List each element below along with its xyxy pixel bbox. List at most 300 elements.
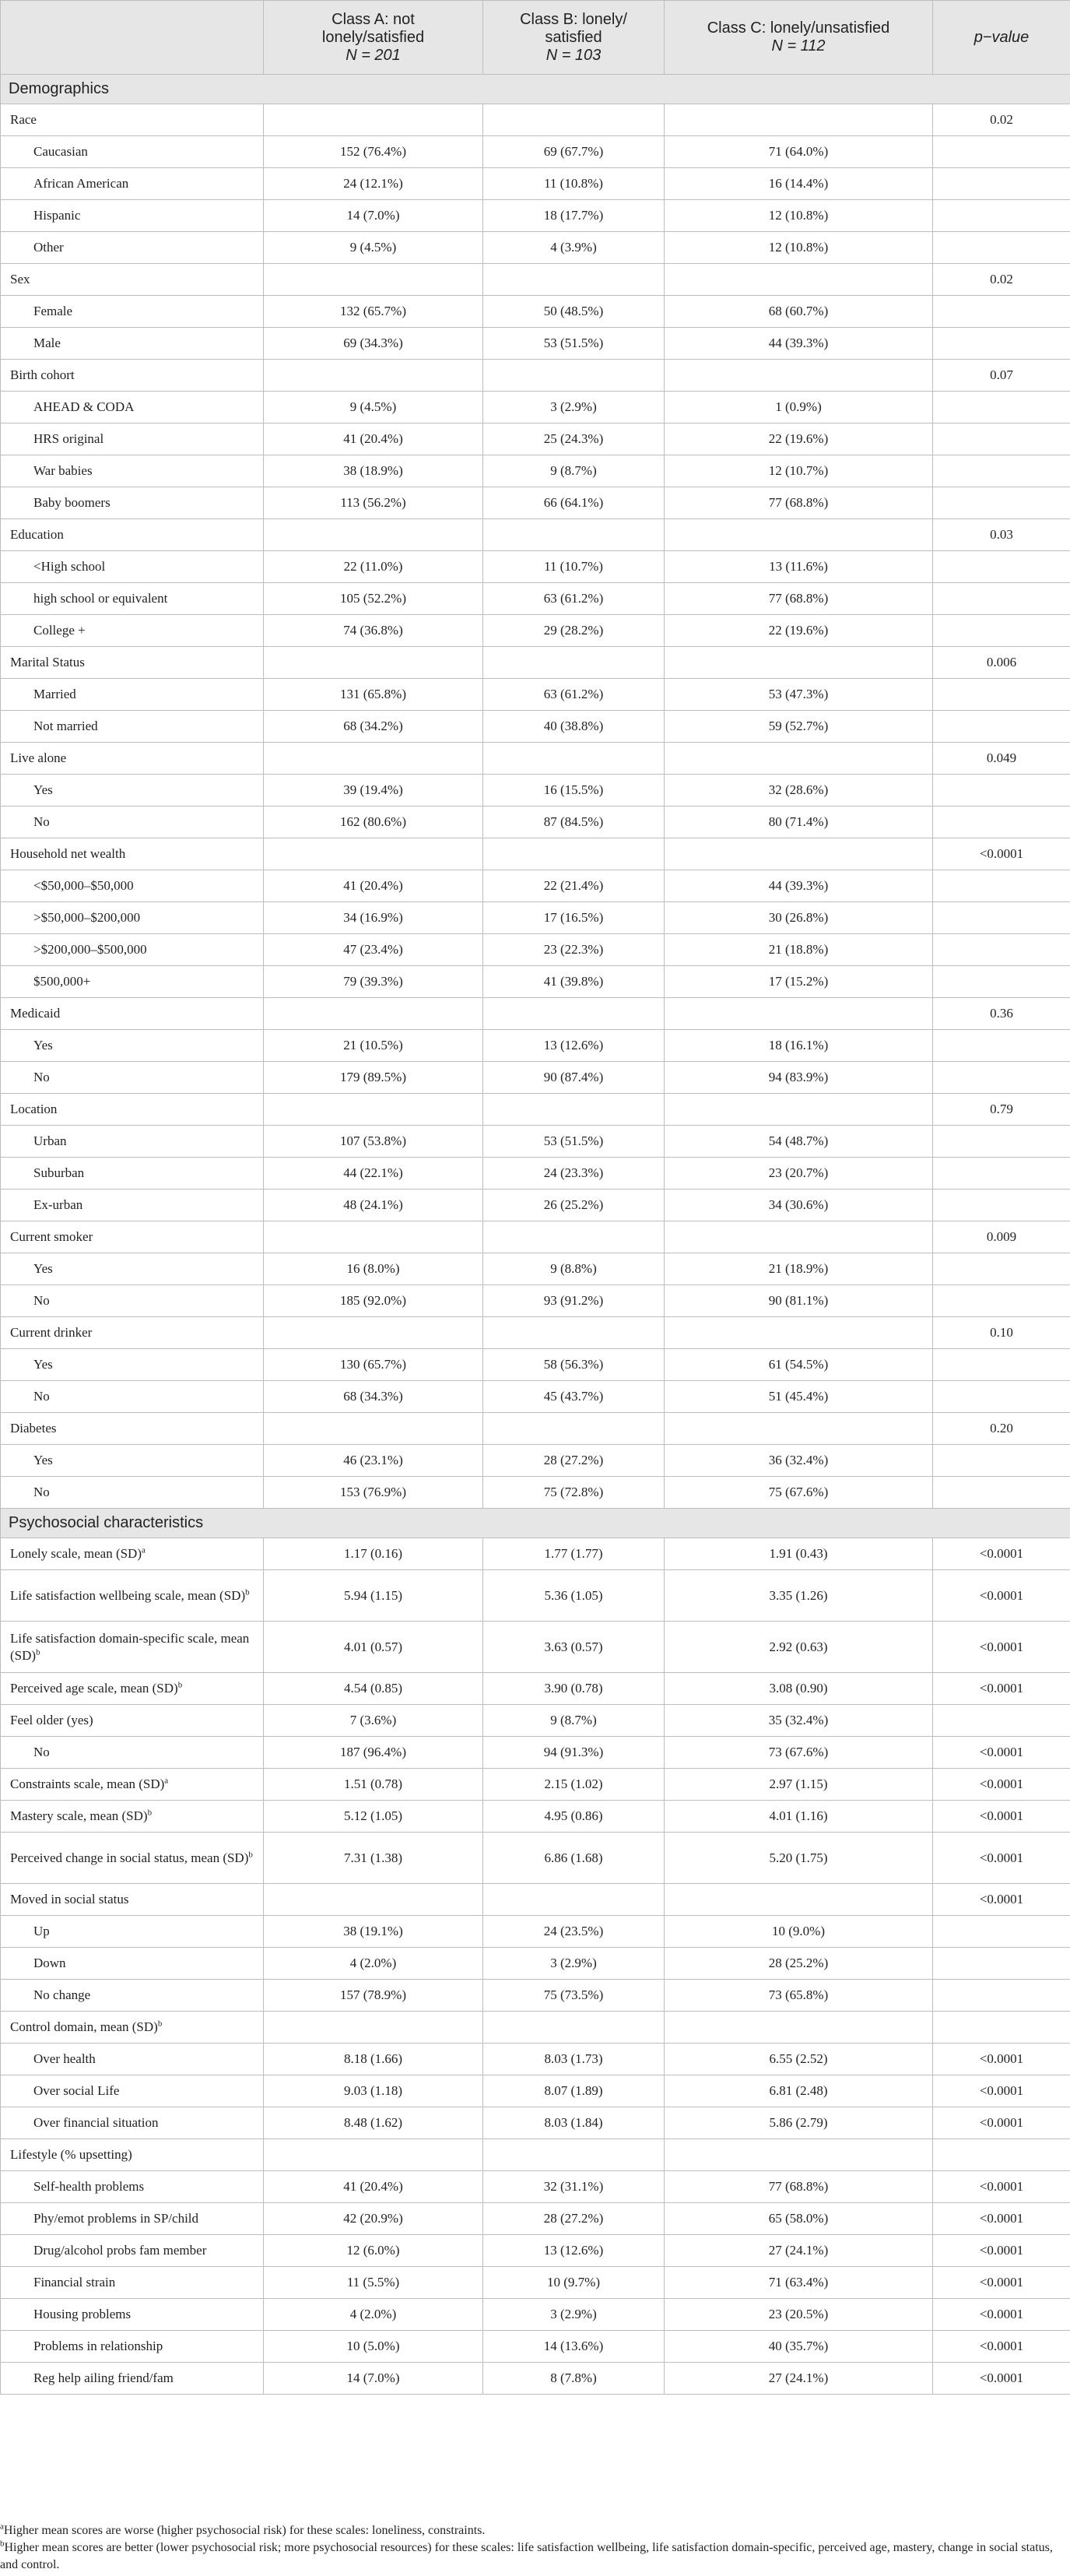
row-label — [1, 1705, 264, 1737]
row-label — [1, 360, 264, 392]
row-label-text: Other — [33, 240, 64, 255]
row-label-text: Perceived age scale, mean (SD) — [10, 1681, 178, 1696]
table-row — [1, 1285, 1070, 1317]
cell-class-a: 41 (20.4%) — [264, 2171, 483, 2203]
row-label-text: Baby boomers — [33, 495, 111, 510]
cell-class-a: 74 (36.8%) — [264, 615, 483, 647]
cell-class-c: 44 (39.3%) — [665, 328, 933, 360]
cell-p-value — [933, 1948, 1070, 1980]
row-label — [1, 1980, 264, 2012]
row-label-text: Sex — [10, 272, 30, 286]
cell-class-a — [264, 360, 483, 392]
row-label — [1, 2107, 264, 2139]
cell-class-c: 77 (68.8%) — [665, 487, 933, 519]
row-label-text: Yes — [33, 1261, 53, 1276]
cell-class-b — [483, 743, 665, 775]
cell-class-b — [483, 2012, 665, 2044]
header-p-value: p−value — [933, 1, 1070, 75]
table-row — [1, 200, 1070, 232]
row-label-text: Mastery scale, mean (SD) — [10, 1808, 148, 1823]
table-row — [1, 2267, 1070, 2299]
row-label-text: Female — [33, 304, 73, 318]
cell-class-c: 40 (35.7%) — [665, 2331, 933, 2363]
table-row — [1, 2331, 1070, 2363]
table-row — [1, 679, 1070, 711]
row-label-text: Life satisfaction wellbeing scale, mean (SD) — [10, 1587, 246, 1603]
cell-p-value — [933, 870, 1070, 902]
header-class-c-n: N = 112 — [771, 37, 826, 54]
row-label-text: Control domain, mean (SD) — [10, 2019, 158, 2034]
cell-class-a: 48 (24.1%) — [264, 1190, 483, 1221]
cell-class-a — [264, 743, 483, 775]
row-label — [1, 2012, 264, 2044]
cell-p-value: <0.0001 — [933, 2235, 1070, 2267]
row-label — [1, 1477, 264, 1509]
cell-p-value: 0.02 — [933, 104, 1070, 136]
footnote-marker: a — [142, 1545, 146, 1555]
cell-p-value: 0.03 — [933, 519, 1070, 551]
table-row — [1, 2299, 1070, 2331]
row-label-text: Race — [10, 112, 37, 127]
row-label — [1, 583, 264, 615]
cell-p-value: <0.0001 — [933, 1570, 1070, 1622]
cell-p-value: <0.0001 — [933, 1737, 1070, 1769]
row-label-text: Constraints scale, mean (SD) — [10, 1776, 165, 1791]
cell-class-a — [264, 264, 483, 296]
cell-class-b: 3.90 (0.78) — [483, 1673, 665, 1705]
row-label — [1, 1158, 264, 1190]
row-label — [1, 1381, 264, 1413]
cell-class-a: 41 (20.4%) — [264, 423, 483, 455]
cell-class-a: 152 (76.4%) — [264, 136, 483, 168]
row-label — [1, 487, 264, 519]
table-row — [1, 2363, 1070, 2395]
cell-class-c: 51 (45.4%) — [665, 1381, 933, 1413]
cell-class-c: 2.97 (1.15) — [665, 1769, 933, 1801]
row-label-text: >$50,000–$200,000 — [33, 910, 141, 925]
cell-class-b: 17 (16.5%) — [483, 902, 665, 934]
cell-p-value: 0.36 — [933, 998, 1070, 1030]
cell-p-value — [933, 1381, 1070, 1413]
table-row — [1, 2044, 1070, 2075]
cell-p-value — [933, 136, 1070, 168]
cell-class-c — [665, 264, 933, 296]
row-label — [1, 743, 264, 775]
table-row — [1, 1062, 1070, 1094]
cell-class-b: 93 (91.2%) — [483, 1285, 665, 1317]
cell-class-b: 14 (13.6%) — [483, 2331, 665, 2363]
row-label — [1, 998, 264, 1030]
cell-class-a: 162 (80.6%) — [264, 807, 483, 838]
cell-class-a: 41 (20.4%) — [264, 870, 483, 902]
row-label — [1, 1769, 264, 1801]
table-row — [1, 487, 1070, 519]
row-label — [1, 1253, 264, 1285]
cell-class-b: 75 (73.5%) — [483, 1980, 665, 2012]
cell-class-c: 5.20 (1.75) — [665, 1833, 933, 1884]
cell-p-value: <0.0001 — [933, 1801, 1070, 1833]
cell-class-b: 4 (3.9%) — [483, 232, 665, 264]
table-row — [1, 1737, 1070, 1769]
row-label-text: No — [33, 1293, 50, 1308]
row-label-text: high school or equivalent — [33, 591, 168, 606]
row-label-text: AHEAD & CODA — [33, 399, 135, 414]
cell-class-b: 63 (61.2%) — [483, 679, 665, 711]
table-row — [1, 1801, 1070, 1833]
cell-p-value: <0.0001 — [933, 1622, 1070, 1673]
row-label-text: Marital Status — [10, 655, 85, 669]
cell-class-b: 32 (31.1%) — [483, 2171, 665, 2203]
cell-class-c: 90 (81.1%) — [665, 1285, 933, 1317]
cell-class-c: 10 (9.0%) — [665, 1916, 933, 1948]
footnote-b-mark: b — [0, 2539, 5, 2549]
cell-p-value: <0.0001 — [933, 1884, 1070, 1916]
cell-class-a: 131 (65.8%) — [264, 679, 483, 711]
row-label — [1, 1916, 264, 1948]
row-label — [1, 1801, 264, 1833]
row-label-text: Hispanic — [33, 208, 81, 223]
cell-p-value — [933, 583, 1070, 615]
cell-class-c: 6.55 (2.52) — [665, 2044, 933, 2075]
table-row — [1, 583, 1070, 615]
cell-class-b: 41 (39.8%) — [483, 966, 665, 998]
row-label-text: College + — [33, 623, 86, 638]
row-label — [1, 104, 264, 136]
row-label — [1, 1884, 264, 1916]
cell-p-value: 0.10 — [933, 1317, 1070, 1349]
cell-class-c: 65 (58.0%) — [665, 2203, 933, 2235]
table-row — [1, 2012, 1070, 2044]
cell-p-value: 0.049 — [933, 743, 1070, 775]
cell-p-value — [933, 1062, 1070, 1094]
row-label — [1, 455, 264, 487]
cell-class-a: 38 (19.1%) — [264, 1916, 483, 1948]
cell-class-b: 23 (22.3%) — [483, 934, 665, 966]
row-label — [1, 2139, 264, 2171]
cell-class-c: 30 (26.8%) — [665, 902, 933, 934]
cell-class-b: 26 (25.2%) — [483, 1190, 665, 1221]
row-label — [1, 1833, 264, 1884]
row-label-text: Drug/alcohol probs fam member — [33, 2243, 207, 2258]
cell-p-value — [933, 1445, 1070, 1477]
cell-class-b: 13 (12.6%) — [483, 1030, 665, 1062]
cell-p-value: <0.0001 — [933, 2331, 1070, 2363]
cell-p-value — [933, 807, 1070, 838]
cell-class-a: 9 (4.5%) — [264, 232, 483, 264]
cell-p-value — [933, 1477, 1070, 1509]
cell-class-a: 68 (34.2%) — [264, 711, 483, 743]
cell-p-value — [933, 1916, 1070, 1948]
cell-class-b: 18 (17.7%) — [483, 200, 665, 232]
cell-class-c: 3.35 (1.26) — [665, 1570, 933, 1622]
row-label-text: $500,000+ — [33, 974, 91, 989]
cell-class-a: 187 (96.4%) — [264, 1737, 483, 1769]
table-row — [1, 232, 1070, 264]
header-class-b-n: N = 103 — [546, 46, 602, 64]
table-row — [1, 2171, 1070, 2203]
header-class-c — [665, 1, 933, 75]
row-label — [1, 232, 264, 264]
cell-class-c: 23 (20.5%) — [665, 2299, 933, 2331]
cell-class-b — [483, 1413, 665, 1445]
cell-class-c: 36 (32.4%) — [665, 1445, 933, 1477]
row-label-text: Lifestyle (% upsetting) — [10, 2147, 132, 2162]
cell-class-c: 21 (18.8%) — [665, 934, 933, 966]
cell-class-b: 8 (7.8%) — [483, 2363, 665, 2395]
cell-p-value — [933, 934, 1070, 966]
cell-class-c: 1.91 (0.43) — [665, 1538, 933, 1570]
table-row — [1, 1570, 1070, 1622]
cell-class-c — [665, 838, 933, 870]
table-row — [1, 423, 1070, 455]
cell-class-a: 113 (56.2%) — [264, 487, 483, 519]
row-label — [1, 2203, 264, 2235]
cell-p-value — [933, 1158, 1070, 1190]
cell-class-c: 80 (71.4%) — [665, 807, 933, 838]
table-row — [1, 1538, 1070, 1570]
row-label-text: Life satisfaction domain-specific scale, mean (SD) — [10, 1630, 250, 1663]
cell-class-b — [483, 1317, 665, 1349]
row-label — [1, 1094, 264, 1126]
cell-class-c: 22 (19.6%) — [665, 615, 933, 647]
cell-class-c — [665, 104, 933, 136]
cell-class-c: 71 (63.4%) — [665, 2267, 933, 2299]
cell-class-b — [483, 519, 665, 551]
table-row — [1, 1413, 1070, 1445]
row-label-text: <$50,000–$50,000 — [33, 878, 134, 893]
cell-class-a: 107 (53.8%) — [264, 1126, 483, 1158]
footnote-marker: b — [248, 1849, 253, 1859]
cell-p-value — [933, 168, 1070, 200]
table-row — [1, 1916, 1070, 1948]
table-row — [1, 296, 1070, 328]
table-row — [1, 1445, 1070, 1477]
cell-p-value: <0.0001 — [933, 2075, 1070, 2107]
table-row — [1, 870, 1070, 902]
row-label-text: Diabetes — [10, 1421, 57, 1436]
row-label-text: Financial strain — [33, 2275, 116, 2290]
cell-class-c: 21 (18.9%) — [665, 1253, 933, 1285]
row-label-text: Urban — [33, 1133, 67, 1148]
cell-class-c: 35 (32.4%) — [665, 1705, 933, 1737]
row-label-text: No — [33, 1745, 50, 1759]
row-label — [1, 296, 264, 328]
cell-class-c: 77 (68.8%) — [665, 2171, 933, 2203]
cell-class-a — [264, 1884, 483, 1916]
cell-p-value — [933, 615, 1070, 647]
row-label-text: Male — [33, 336, 61, 350]
row-label-text: Not married — [33, 719, 98, 733]
cell-class-b: 50 (48.5%) — [483, 296, 665, 328]
cell-class-a — [264, 104, 483, 136]
cell-class-a: 38 (18.9%) — [264, 455, 483, 487]
cell-class-c: 13 (11.6%) — [665, 551, 933, 583]
header-class-a — [264, 1, 483, 75]
cell-class-b: 58 (56.3%) — [483, 1349, 665, 1381]
cell-class-c: 22 (19.6%) — [665, 423, 933, 455]
row-label — [1, 1030, 264, 1062]
cell-class-c — [665, 2012, 933, 2044]
cell-p-value: 0.006 — [933, 647, 1070, 679]
row-label-text: Lonely scale, mean (SD) — [10, 1546, 142, 1561]
cell-p-value — [933, 423, 1070, 455]
row-label-text: Yes — [33, 782, 53, 797]
cell-p-value — [933, 1349, 1070, 1381]
row-label-text: <High school — [33, 559, 106, 574]
row-label-text: Yes — [33, 1038, 53, 1053]
row-label-text: Housing problems — [33, 2307, 132, 2321]
cell-class-b: 8.07 (1.89) — [483, 2075, 665, 2107]
cell-class-a: 4.01 (0.57) — [264, 1622, 483, 1673]
cell-class-c: 17 (15.2%) — [665, 966, 933, 998]
cell-class-c: 27 (24.1%) — [665, 2235, 933, 2267]
header-class-b-line1: Class B: lonely/ — [520, 10, 627, 28]
cell-p-value: <0.0001 — [933, 2171, 1070, 2203]
cell-p-value — [933, 487, 1070, 519]
cell-p-value: 0.07 — [933, 360, 1070, 392]
cell-class-a — [264, 2139, 483, 2171]
cell-p-value — [933, 2139, 1070, 2171]
table-row — [1, 1622, 1070, 1673]
row-label — [1, 1413, 264, 1445]
table-row — [1, 1094, 1070, 1126]
table-row — [1, 519, 1070, 551]
cell-class-b: 4.95 (0.86) — [483, 1801, 665, 1833]
cell-class-b: 11 (10.7%) — [483, 551, 665, 583]
cell-p-value — [933, 1126, 1070, 1158]
cell-class-c — [665, 998, 933, 1030]
row-label-text: Moved in social status — [10, 1892, 129, 1907]
cell-class-b: 90 (87.4%) — [483, 1062, 665, 1094]
table-row — [1, 168, 1070, 200]
cell-p-value: 0.20 — [933, 1413, 1070, 1445]
section-title: Demographics — [1, 75, 1070, 104]
footnote-b — [0, 2539, 1070, 2574]
cell-class-c: 44 (39.3%) — [665, 870, 933, 902]
table-body — [1, 75, 1070, 2395]
cell-class-a: 4 (2.0%) — [264, 2299, 483, 2331]
cell-p-value — [933, 902, 1070, 934]
table-row — [1, 1948, 1070, 1980]
cell-class-c: 77 (68.8%) — [665, 583, 933, 615]
cell-class-c: 18 (16.1%) — [665, 1030, 933, 1062]
cell-class-b — [483, 104, 665, 136]
table-row — [1, 1317, 1070, 1349]
row-label — [1, 519, 264, 551]
cell-class-b: 24 (23.5%) — [483, 1916, 665, 1948]
cell-class-a: 12 (6.0%) — [264, 2235, 483, 2267]
cell-class-c: 34 (30.6%) — [665, 1190, 933, 1221]
row-label-text: No — [33, 1389, 50, 1404]
cell-class-a — [264, 2012, 483, 2044]
cell-class-b: 24 (23.3%) — [483, 1158, 665, 1190]
cell-class-a: 1.17 (0.16) — [264, 1538, 483, 1570]
footnote-marker: b — [245, 1587, 250, 1597]
table-row — [1, 2235, 1070, 2267]
row-label — [1, 647, 264, 679]
cell-class-b: 22 (21.4%) — [483, 870, 665, 902]
row-label-text: Household net wealth — [10, 846, 126, 861]
row-label-text: Problems in relationship — [33, 2339, 163, 2353]
table-row — [1, 743, 1070, 775]
cell-class-c — [665, 519, 933, 551]
cell-class-a: 42 (20.9%) — [264, 2203, 483, 2235]
cell-class-b: 3.63 (0.57) — [483, 1622, 665, 1673]
cell-class-a — [264, 1413, 483, 1445]
table-row — [1, 136, 1070, 168]
cell-class-b: 9 (8.7%) — [483, 1705, 665, 1737]
row-label-text: Yes — [33, 1357, 53, 1372]
row-label — [1, 711, 264, 743]
table-row — [1, 711, 1070, 743]
cell-class-c: 68 (60.7%) — [665, 296, 933, 328]
row-label — [1, 870, 264, 902]
cell-class-a: 24 (12.1%) — [264, 168, 483, 200]
cell-p-value: <0.0001 — [933, 2363, 1070, 2395]
cell-class-c: 94 (83.9%) — [665, 1062, 933, 1094]
cell-class-b — [483, 838, 665, 870]
footnote-a-text: Higher mean scores are worse (higher psychosocial risk) for these scales: loneliness, constraints. — [3, 2524, 486, 2537]
row-label — [1, 2075, 264, 2107]
row-label — [1, 392, 264, 423]
row-label — [1, 423, 264, 455]
row-label-text: Medicaid — [10, 1006, 61, 1021]
cell-class-a: 14 (7.0%) — [264, 200, 483, 232]
table-row — [1, 1158, 1070, 1190]
header-label-column — [1, 1, 264, 75]
section-header-row — [1, 1509, 1070, 1538]
cell-class-b: 75 (72.8%) — [483, 1477, 665, 1509]
table-row — [1, 1833, 1070, 1884]
cell-class-a: 8.18 (1.66) — [264, 2044, 483, 2075]
cell-class-b — [483, 998, 665, 1030]
row-label-text: Over social Life — [33, 2083, 120, 2098]
row-label-text: Caucasian — [33, 144, 88, 159]
cell-class-c — [665, 1221, 933, 1253]
cell-class-c — [665, 1413, 933, 1445]
row-label — [1, 1285, 264, 1317]
cell-class-a: 4.54 (0.85) — [264, 1673, 483, 1705]
table-row — [1, 1221, 1070, 1253]
header-class-c-line1: Class C: lonely/unsatisfied — [707, 19, 890, 37]
table-row — [1, 1381, 1070, 1413]
footnote-marker: b — [157, 2019, 163, 2029]
cell-class-b: 9 (8.7%) — [483, 455, 665, 487]
cell-p-value — [933, 1285, 1070, 1317]
footnote-marker: b — [36, 1646, 40, 1657]
cell-class-b: 40 (38.8%) — [483, 711, 665, 743]
cell-class-a: 79 (39.3%) — [264, 966, 483, 998]
cell-class-c: 32 (28.6%) — [665, 775, 933, 807]
row-label — [1, 838, 264, 870]
table-row — [1, 647, 1070, 679]
cell-p-value: <0.0001 — [933, 2299, 1070, 2331]
row-label — [1, 1622, 264, 1673]
cell-class-b: 8.03 (1.73) — [483, 2044, 665, 2075]
cell-class-a — [264, 1317, 483, 1349]
cell-class-b: 29 (28.2%) — [483, 615, 665, 647]
header-class-b-line2: satisfied — [545, 28, 602, 46]
cell-class-a: 1.51 (0.78) — [264, 1769, 483, 1801]
row-label-text: Over financial situation — [33, 2115, 159, 2130]
row-label — [1, 1349, 264, 1381]
table-row — [1, 1349, 1070, 1381]
cell-class-b: 94 (91.3%) — [483, 1737, 665, 1769]
cell-class-a: 68 (34.3%) — [264, 1381, 483, 1413]
row-label-text: Suburban — [33, 1165, 85, 1180]
row-label-text: Phy/emot problems in SP/child — [33, 2211, 199, 2226]
row-label — [1, 1948, 264, 1980]
